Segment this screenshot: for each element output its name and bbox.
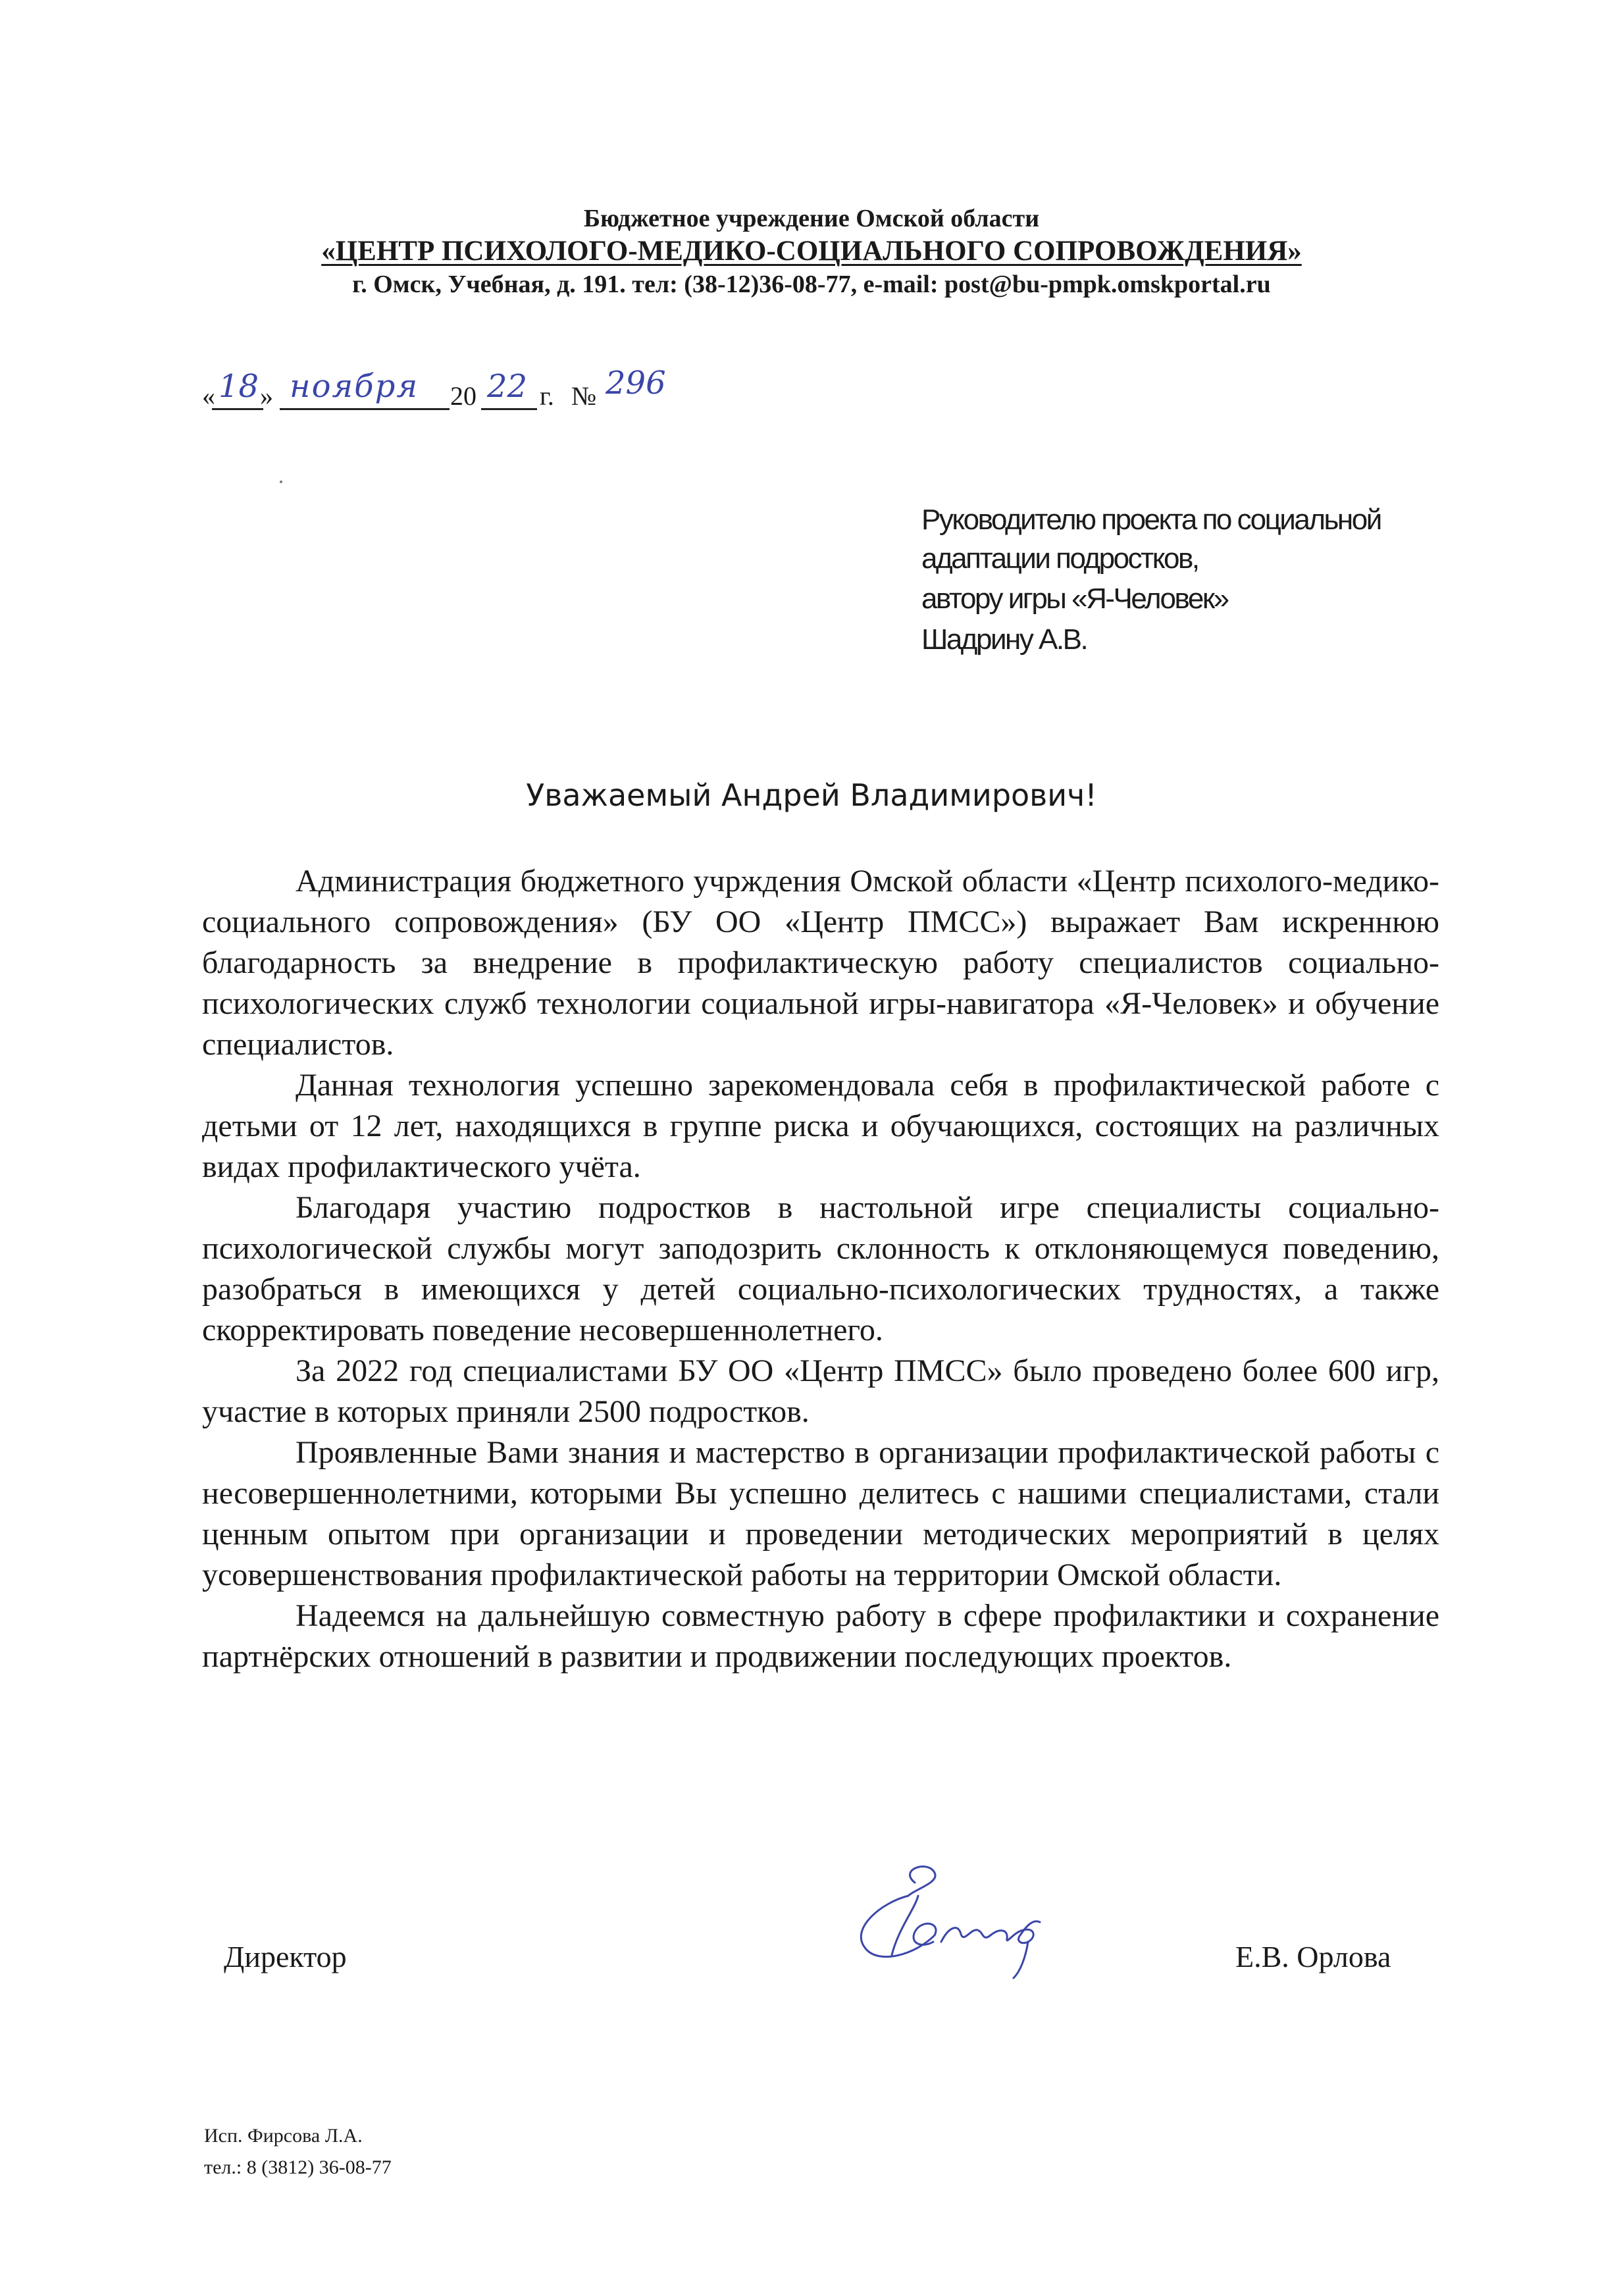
body-paragraph-5: Проявленные Вами знания и мастерство в организации профилактической работы с несовершеннолетними, которыми Вы успешно делитесь с нашими специалистами, стали ценным опытом при организации и проведении методических мероприятий в целях усовершенствования профилактической работы на территории Омской области. bbox=[202, 1435, 1439, 1592]
executor: Исп. Фирсова Л.А. bbox=[204, 2125, 363, 2147]
addressee-line-2: адаптации подростков, bbox=[921, 542, 1198, 575]
body-paragraph-1: Администрация бюджетного учрждения Омской области «Центр психолого-медико-социального сопровождения» (БУ ОО «Центр ПМСС») выражает Вам искреннюю благодарность за внедрение в профилактическую работу специалистов социально-психологических служб технологии социальной игры-навигатора «Я-Человек» и обучение специалистов. bbox=[202, 864, 1439, 1062]
letterhead-org-type: Бюджетное учреждение Омской области bbox=[583, 205, 1040, 232]
body-paragraph-2: Данная технология успешно зарекомендовала себя в профилактической работе с детьми от 12 лет, находящихся в группе риска и обучающихся, состоящих на различных видах профилактического учёта. bbox=[202, 1068, 1439, 1184]
year-underline bbox=[481, 408, 537, 410]
body-paragraph-4: За 2022 год специалистами БУ ОО «Центр ПМСС» было проведено более 600 игр, участие в которых приняли 2500 подростков. bbox=[202, 1353, 1439, 1429]
date-close-quote: » bbox=[260, 381, 273, 411]
salutation: Уважаемый Андрей Владимирович! bbox=[526, 777, 1097, 813]
signatory-title: Директор bbox=[224, 1940, 347, 1973]
body-paragraph-3: Благодаря участию подростков в настольной игре специалисты социально-психологической службы могут заподозрить склонность к отклоняющемуся поведению, разобраться в имеющихся у детей социально-психологических трудностях, а также скорректировать поведение несовершеннолетнего. bbox=[202, 1190, 1439, 1347]
month-underline bbox=[280, 408, 450, 410]
addressee-line-4: Шадрину А.В. bbox=[921, 623, 1087, 656]
date-year-handwritten: 22 bbox=[487, 368, 528, 405]
date-year-prefix: 20 bbox=[450, 381, 477, 411]
signatory-name: Е.В. Орлова bbox=[1235, 1940, 1391, 1973]
date-open-quote: « bbox=[202, 381, 215, 411]
date-day-handwritten: 18 bbox=[219, 368, 259, 405]
date-month-handwritten: ноября bbox=[290, 368, 419, 405]
day-underline bbox=[212, 408, 263, 410]
date-year-mark: г. bbox=[540, 381, 554, 411]
body-paragraph-6: Надеемся на дальнейшую совместную работу в сфере профилактики и сохранение партнёрских отношений в развитии и продвижении последующих проектов. bbox=[202, 1598, 1439, 1674]
addressee-line-3: автору игры «Я-Человек» bbox=[921, 583, 1228, 615]
letterhead-org-name-text: «ЦЕНТР ПСИХОЛОГО-МЕДИКО-СОЦИАЛЬНОГО СОПРОВОЖДЕНИЯ» bbox=[321, 236, 1302, 267]
number-label: № bbox=[571, 381, 597, 411]
letterhead-contacts: г. Омск, Учебная, д. 191. тел: (38-12)36-08-77, e-mail: post@bu-pmpk.omskportal.ru bbox=[352, 271, 1271, 298]
letter-body bbox=[202, 861, 1439, 1677]
addressee-line-1: Руководителю проекта по социальной bbox=[921, 504, 1381, 536]
handwritten-signature bbox=[836, 1856, 1053, 1988]
scan-speck bbox=[280, 481, 282, 483]
letterhead-org-name bbox=[0, 237, 1623, 265]
number-handwritten: 296 bbox=[605, 365, 666, 402]
executor-phone: тел.: 8 (3812) 36-08-77 bbox=[204, 2156, 392, 2178]
